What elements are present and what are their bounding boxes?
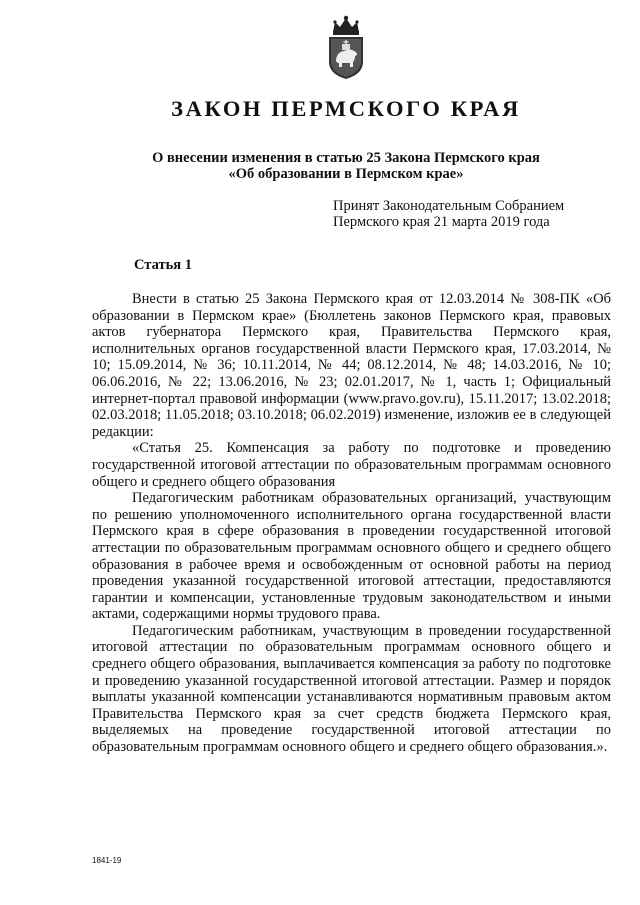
article-paragraph-2: «Статья 25. Компенсация за работу по подготовке и проведению государственной итоговой аттестации по образовательным программам основного общего и среднего общего образования [92,440,611,490]
article-paragraph-1: Внести в статью 25 Закона Пермского края от 12.03.2014 № 308-ПК «Об образовании в Пермском крае» (Бюллетень законов Пермского края, правовых актов губернатора Пермского края, Правительства Пермского края, исполнительных органов государственной власти Пермского края, 17.03.2014, № 10; 15.09.2014, № 36; 10.11.2014, № 44; 08.12.2014, № 48; 14.03.2016, № 10; 06.06.2016, № 22; 13.06.2016, № 23; 02.01.2017, № 1, часть 1; Официальный интернет-портал правовой информации (www.pravo.gov.ru), 15.11.2017; 13.02.2018; 02.03.2018; 11.05.2018; 03.10.2018; 06.02.2019) изменение, изложив ее в следующей редакции: [92,291,611,440]
law-subtitle [0,150,640,182]
article-body [92,291,611,756]
article-paragraph-4: Педагогическим работникам, участвующим в проведении государственной итоговой аттестации по образовательным программам основного общего и среднего общего образования, выплачивается компенсация за работу по подготовке и проведению указанной государственной итоговой аттестации. Размер и порядок выплаты указанной компенсации устанавливаются нормативным правовым актом Правительства Пермского края за счет средств бюджета Пермского края, выделяемых на проведение государственной итоговой аттестации по образовательным программам основного общего и среднего общего образования.». [92,622,611,756]
adoption-line-1: Принят Законодательным Собранием [333,198,565,214]
law-title: ЗАКОН ПЕРМСКОГО КРАЯ [171,96,521,121]
adoption-note [333,198,633,230]
subtitle-line-2: «Об образовании в Пермском крае» [228,166,464,182]
adoption-line-2: Пермского края 21 марта 2019 года [333,214,550,230]
article-paragraph-3: Педагогическим работникам образовательных организаций, участвующим по решению уполномоченного исполнительного органа государственной власти Пермского края в сфере образования в проведении государственной итоговой аттестации по образовательным программам основного общего и среднего общего образования в рабочее время и освобожденным от основной работы на период проведения указанной государственной итоговой аттестации, предоставляются гарантии и компенсации, установленные трудовым законодательством и иными актами, содержащими нормы трудового права. [92,490,611,623]
document-code: 1841-19 [92,856,122,865]
perm-krai-coat-of-arms-icon [325,14,367,80]
subtitle-line-1: О внесении изменения в статью 25 Закона Пермского края [152,150,540,166]
article-heading: Статья 1 [134,257,192,273]
